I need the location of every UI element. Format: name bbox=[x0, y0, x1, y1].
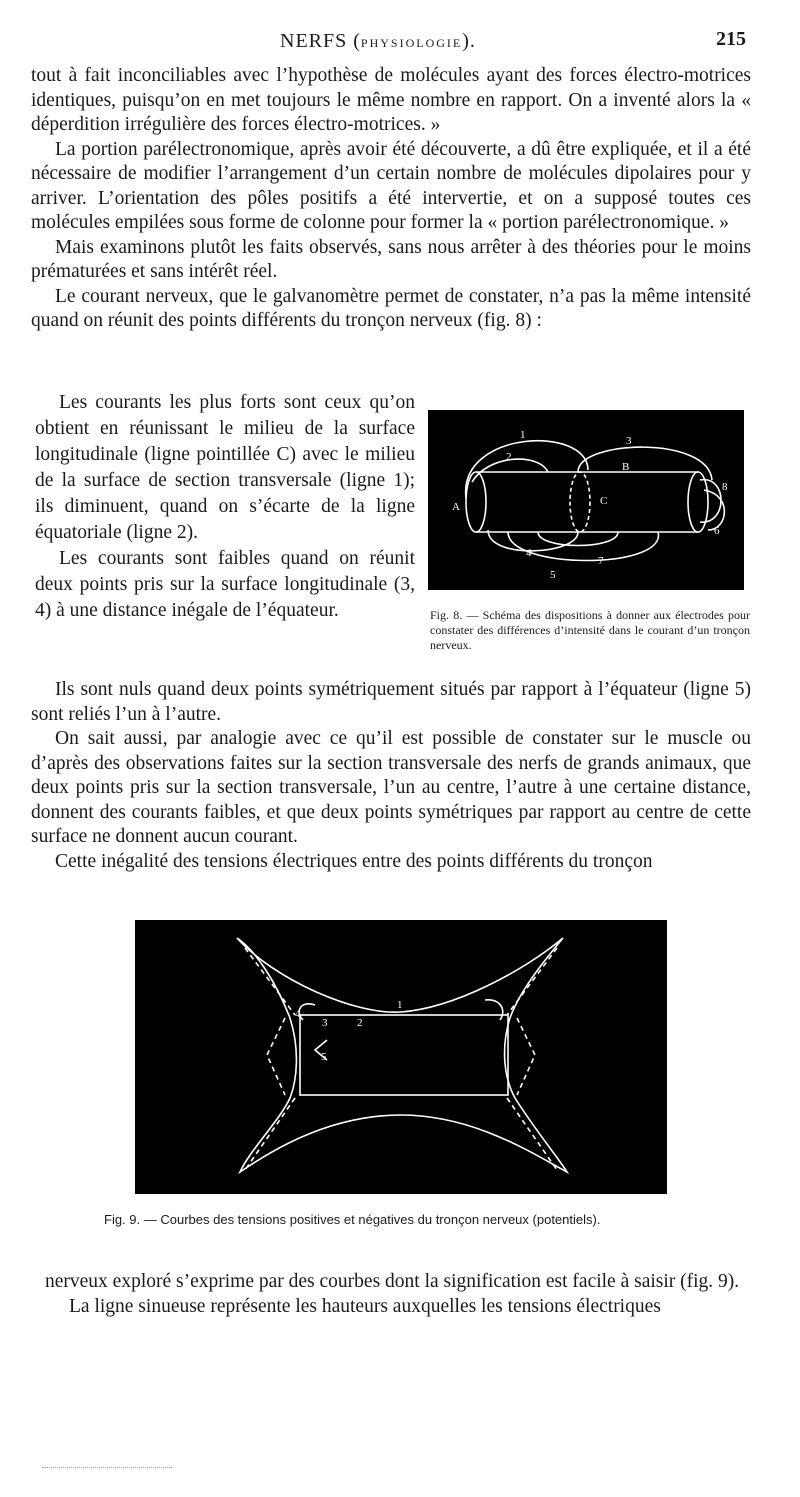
fig8-label: 2 bbox=[506, 451, 512, 463]
fig8-label: C bbox=[600, 495, 608, 507]
figure-9-drawing bbox=[135, 920, 667, 1194]
fig8-label: B bbox=[622, 461, 630, 473]
paragraph: La ligne sinueuse représente les hauteurs auxquelles les tensions électriques bbox=[69, 1295, 661, 1317]
text-block-beside-figure bbox=[35, 390, 415, 624]
paragraph: Ils sont nuls quand deux points symétriquement situés par rapport à l’équateur (ligne 5) sont reliés l’un à l’autre. bbox=[31, 679, 751, 725]
figure-8-caption bbox=[430, 608, 750, 653]
paragraph: tout à fait inconciliables avec l’hypothèse de molécules ayant des forces électro-motrices identiques, puisqu’on en met toujours le même nombre en rapport. On a inventé alors la « déperdition irrégulière des forces électro-motrices. » bbox=[31, 65, 751, 135]
figure-8-caption-text: — Schéma des dispositions à donner aux électrodes pour constater des différences d’intensité dans le courant d’un tronçon nerveux. bbox=[430, 608, 751, 652]
figure-9-caption bbox=[104, 1212, 744, 1227]
figure-9-tension-curves bbox=[135, 920, 667, 1194]
fig8-label: 1 bbox=[520, 429, 526, 441]
text-block-middle bbox=[31, 678, 751, 874]
fig8-label: 3 bbox=[626, 435, 632, 447]
paragraph: Le courant nerveux, que le galvanomètre permet de constater, n’a pas la même intensité quand on réunit des points différents du tronçon nerveux (fig. 8) : bbox=[31, 285, 751, 331]
page-number: 215 bbox=[716, 28, 746, 50]
figure-9-caption-label: Fig. 9. bbox=[104, 1212, 141, 1227]
running-title bbox=[280, 30, 476, 53]
paragraph: nerveux exploré s’exprime par des courbes dont la signification est facile à saisir (fig. 9). bbox=[45, 1271, 740, 1292]
fig9-label: 4 bbox=[295, 1008, 301, 1020]
fig9-label: 3 bbox=[322, 1017, 328, 1029]
fig8-label: 7 bbox=[598, 555, 604, 567]
figure-8-drawing bbox=[428, 410, 744, 590]
figure-8-nerve-electrode-diagram bbox=[428, 410, 744, 590]
fig8-label: 6 bbox=[714, 525, 720, 537]
paragraph: Mais examinons plutôt les faits observés, sans nous arrêter à des théories pour le moins prématurées et sans intérêt réel. bbox=[31, 236, 751, 282]
paragraph: Les courants sont faibles quand on réunit deux points pris sur la surface longitudinale (3, 4) à une distance inégale de l’équateur. bbox=[35, 548, 415, 621]
figure-9-caption-text: — Courbes des tensions positives et négatives du tronçon nerveux (potentiels). bbox=[143, 1212, 601, 1227]
text-block-bottom bbox=[45, 1270, 765, 1319]
fig9-label: 1 bbox=[397, 999, 403, 1011]
fig9-label: 2 bbox=[357, 1017, 363, 1029]
paragraph: On sait aussi, par analogie avec ce qu’il est possible de constater sur le muscle ou d’après des observations faites sur la section transversale des nerfs de grands animaux, que deux points pris sur la section transversale, l’un au centre, l’autre à une certaine distance, donnent des courants faibles, et que deux points symétriques par rapport au centre de cette surface ne donnent aucun courant. bbox=[31, 728, 751, 847]
paragraph: La portion parélectronomique, après avoir été découverte, a dû être expliquée, et il a été nécessaire de modifier l’arrangement d’un certain nombre de molécules dipolaires pour y arriver. L’orientation des pôles positifs a été intervertie, et on a supposé toutes ces molécules empilées sous forme de colonne pour former la « portion parélectronomique. » bbox=[31, 138, 751, 233]
fig8-label: A bbox=[452, 501, 460, 513]
figure-8-caption-label: Fig. 8. bbox=[430, 608, 463, 622]
fig8-label: 8 bbox=[722, 481, 728, 493]
running-header bbox=[0, 30, 800, 56]
paragraph: Cette inégalité des tensions électriques entre des points différents du tronçon bbox=[55, 850, 653, 872]
fig8-label: 5 bbox=[550, 569, 556, 581]
running-title-main: NERFS ( bbox=[280, 30, 361, 52]
running-title-end: ). bbox=[462, 30, 476, 52]
running-title-small-caps: PHYSIOLOGIE bbox=[360, 36, 463, 50]
fig9-label: 5 bbox=[321, 1051, 327, 1063]
fig8-label: 4 bbox=[526, 547, 532, 559]
bottom-print-marks bbox=[42, 1467, 172, 1470]
paragraph: Les courants les plus forts sont ceux qu’on obtient en réunissant le milieu de la surface longitudinale (ligne pointillée C) avec le milieu de la surface de section transversale (ligne 1); ils diminuent, quand on s’écarte de la ligne équatoriale (ligne 2). bbox=[35, 392, 415, 543]
text-block-top bbox=[31, 64, 751, 334]
